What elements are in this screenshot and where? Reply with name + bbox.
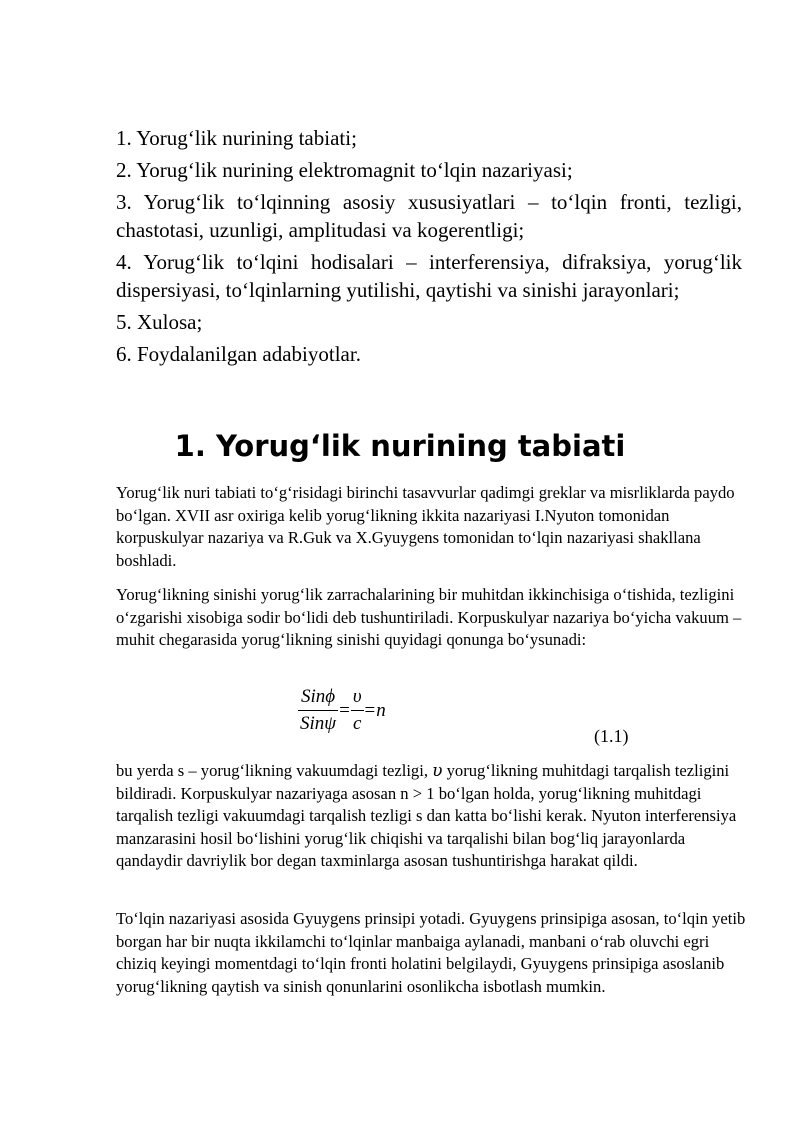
equation-number: (1.1) — [594, 726, 629, 746]
section-heading: 1. Yorug‘lik nurining tabiati — [174, 429, 626, 463]
formula-numerator-v: υ — [351, 686, 364, 711]
formula-equals-1: = — [339, 699, 350, 721]
formula-denominator-c: c — [352, 713, 362, 734]
table-of-contents — [116, 124, 742, 372]
toc-item-5: 5. Xulosa; — [116, 310, 203, 334]
paragraph-corpuscular-part-b: yorug‘likning muhitdagi tarqalish tezligini bildiradi. Korpuskulyar nazariyaga asosan n > 1 bo‘lgan holda, yorug‘likning muhitdagi tarqalish tezligi vakuumdagi tarqalish tezligi s dan katta bo‘lishi kerak. Nyuton interferensiya manzarasini hosil bo‘lishini yorug‘lik chiqishi va tarqalishi bilan bog‘liq jarayonlarda qandaydir davriylik bor degan taxminlarga asosan tushuntirishga harakat qildi. — [116, 761, 737, 871]
formula-numerator-sin-phi: Sinϕ — [298, 686, 338, 711]
formula-fraction-speeds — [351, 686, 364, 735]
formula-equals-2: = — [364, 699, 376, 721]
toc-item-3: 3. Yorug‘lik to‘lqinning asosiy xususiyatlari – to‘lqin fronti, tezligi, chastotasi, uzunligi, amplitudasi va kogerentligi; — [116, 190, 742, 242]
paragraph-corpuscular — [116, 760, 748, 873]
toc-item-1: 1. Yorug‘lik nurining tabiati; — [116, 126, 357, 150]
inline-symbol-v: υ — [432, 761, 443, 781]
toc-item-6: 6. Foydalanilgan adabiyotlar. — [116, 342, 361, 366]
paragraph-history: Yorug‘lik nuri tabiati to‘g‘risidagi birinchi tasavvurlar qadimgi greklar va misrliklarda paydo bo‘lgan. XVII asr oxiriga kelib yorug‘likning ikkita nazariyasi I.Nyuton tomonidan korpuskulyar nazariya va R.Guk va X.Gyuygens tomonidan to‘lqin nazariyasi shakllana boshladi. — [116, 483, 735, 570]
paragraph-refraction: Yorug‘likning sinishi yorug‘lik zarrachalarining bir muhitdan ikkinchisiga o‘tishida, tezligini o‘zgarishi xisobiga sodir bo‘lidi deb tushuntiriladi. Korpuskulyar nazariya bo‘yicha vakuum – muhit chegarasida yorug‘likning sinishi quyidagi qonunga bo‘ysunadi: — [116, 585, 742, 650]
toc-item-4: 4. Yorug‘lik to‘lqini hodisalari – interferensiya, difraksiya, yorug‘lik dispersiyasi, to‘lqinlarning yutilishi, qaytishi va sinishi jarayonlari; — [116, 250, 742, 302]
paragraph-huygens: To‘lqin nazariyasi asosida Gyuygens prinsipi yotadi. Gyuygens prinsipiga asosan, to‘lqin yetib borgan har bir nuqta ikkilamchi to‘lqinlar manbaiga aylanadi, manbani o‘rab oluvchi egri chiziq keyingi momentdagi to‘lqin fronti holatini belgilaydi, Gyuygens prinsipiga asoslanib yorug‘likning qaytish va sinish qonunlarini osonlikcha isbotlash mumkin. — [116, 909, 746, 996]
formula-fraction-sines — [298, 686, 338, 735]
toc-item-2: 2. Yorug‘lik nurining elektromagnit to‘lqin nazariyasi; — [116, 158, 573, 182]
formula-denominator-sin-psi: Sinψ — [300, 713, 337, 734]
refraction-formula — [298, 686, 386, 735]
formula-refractive-index: n — [376, 699, 386, 721]
paragraph-corpuscular-part-a: bu yerda s – yorug‘likning vakuumdagi tezligi, — [116, 761, 433, 780]
